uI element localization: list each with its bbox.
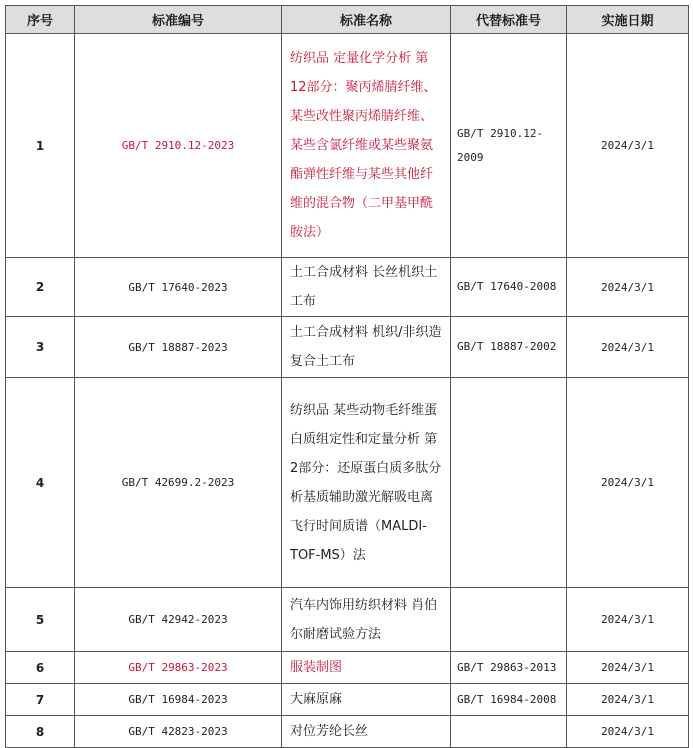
row-name: 纺织品 定量化学分析 第12部分：聚丙烯腈纤维、某些改性聚丙烯腈纤维、某些含氯纤维或某些聚氨酯弹性纤维与某些其他纤维的混合物（二甲基甲酰胺法） (282, 34, 451, 258)
header-date: 实施日期 (567, 6, 689, 34)
row-replaces (451, 378, 567, 588)
row-code: GB/T 29863-2023 (75, 652, 282, 684)
row-code: GB/T 42823-2023 (75, 716, 282, 748)
row-replaces: GB/T 2910.12-2009 (451, 34, 567, 258)
table-row (6, 684, 689, 716)
standards-table (5, 5, 689, 748)
row-num: 5 (6, 588, 75, 652)
header-name: 标准名称 (282, 6, 451, 34)
row-code: GB/T 16984-2023 (75, 684, 282, 716)
row-name: 纺织品 某些动物毛纤维蛋白质组定性和定量分析 第2部分：还原蛋白质多肽分析基质辅助激光解吸电离飞行时间质谱（MALDI-TOF-MS）法 (282, 378, 451, 588)
row-num: 7 (6, 684, 75, 716)
row-code: GB/T 42942-2023 (75, 588, 282, 652)
row-num: 4 (6, 378, 75, 588)
row-date: 2024/3/1 (567, 317, 689, 378)
row-code: GB/T 17640-2023 (75, 258, 282, 317)
row-name: 大麻原麻 (282, 684, 451, 716)
row-replaces: GB/T 16984-2008 (451, 684, 567, 716)
row-num: 1 (6, 34, 75, 258)
row-num: 6 (6, 652, 75, 684)
table-row (6, 258, 689, 317)
row-num: 3 (6, 317, 75, 378)
row-date: 2024/3/1 (567, 258, 689, 317)
row-name: 汽车内饰用纺织材料 肖伯尔耐磨试验方法 (282, 588, 451, 652)
row-date: 2024/3/1 (567, 684, 689, 716)
row-replaces (451, 716, 567, 748)
row-num: 8 (6, 716, 75, 748)
row-replaces: GB/T 29863-2013 (451, 652, 567, 684)
row-name: 土工合成材料 长丝机织土工布 (282, 258, 451, 317)
table-row (6, 652, 689, 684)
table-row (6, 34, 689, 258)
row-date: 2024/3/1 (567, 378, 689, 588)
row-date: 2024/3/1 (567, 716, 689, 748)
table-row (6, 317, 689, 378)
row-code: GB/T 42699.2-2023 (75, 378, 282, 588)
row-code: GB/T 2910.12-2023 (75, 34, 282, 258)
table-row (6, 716, 689, 748)
row-name: 土工合成材料 机织/非织造复合土工布 (282, 317, 451, 378)
table-header-row (6, 6, 689, 34)
row-name: 对位芳纶长丝 (282, 716, 451, 748)
row-date: 2024/3/1 (567, 34, 689, 258)
row-date: 2024/3/1 (567, 652, 689, 684)
table-row (6, 588, 689, 652)
table-row (6, 378, 689, 588)
header-num: 序号 (6, 6, 75, 34)
row-num: 2 (6, 258, 75, 317)
row-replaces: GB/T 18887-2002 (451, 317, 567, 378)
row-replaces (451, 588, 567, 652)
row-name: 服装制图 (282, 652, 451, 684)
row-code: GB/T 18887-2023 (75, 317, 282, 378)
row-date: 2024/3/1 (567, 588, 689, 652)
header-replaces: 代替标准号 (451, 6, 567, 34)
header-code: 标准编号 (75, 6, 282, 34)
row-replaces: GB/T 17640-2008 (451, 258, 567, 317)
